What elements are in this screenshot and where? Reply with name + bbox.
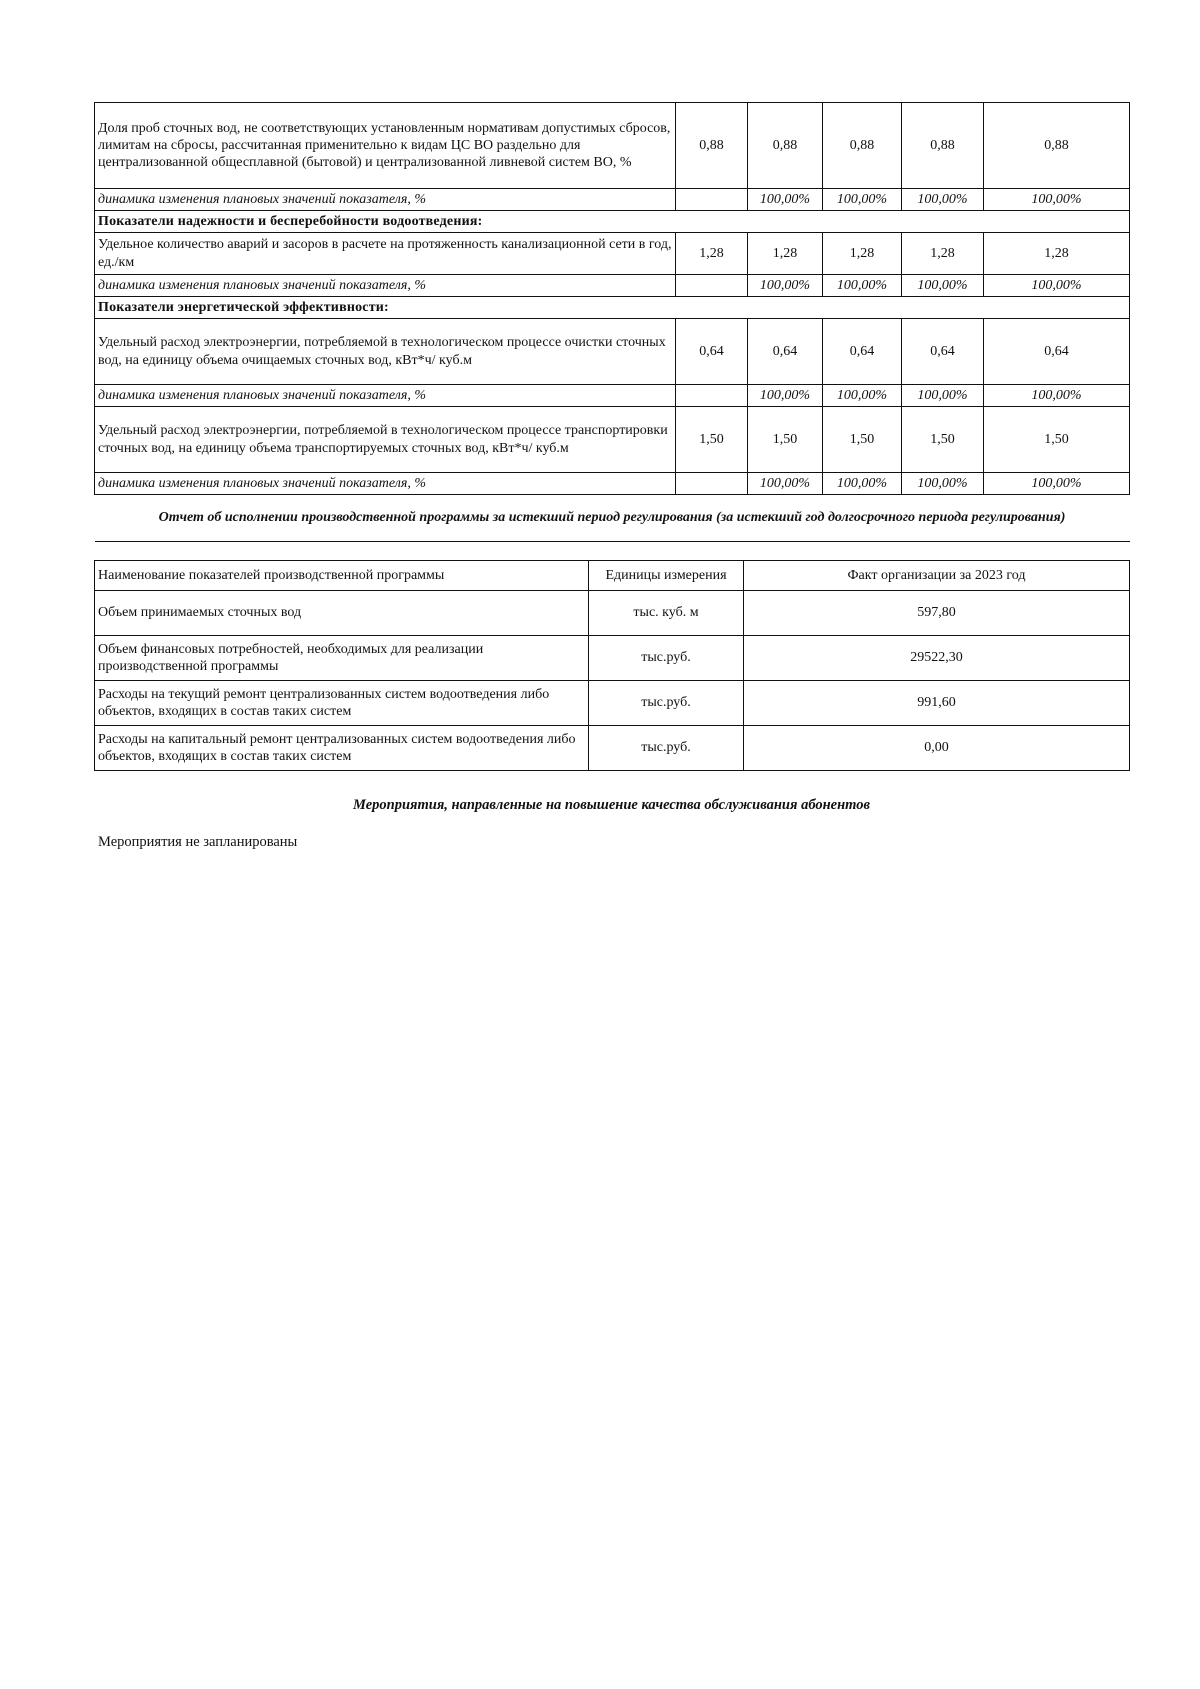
indicator-label: Удельный расход электроэнергии, потребляемой в технологическом процессе очистки сточных вод, на единицу объема очищаемых сточных вод, кВт*ч/ куб.м <box>95 319 676 385</box>
indicator-label: Удельный расход электроэнергии, потребляемой в технологическом процессе транспортировки сточных вод, на единицу объема транспортируемых сточных вод, кВт*ч/ куб.м <box>95 407 676 473</box>
report-row-value: 0,00 <box>744 726 1130 771</box>
table-row <box>95 103 1130 189</box>
report-header-row <box>95 561 1130 591</box>
indicators-table <box>94 102 1130 542</box>
dynamics-row <box>95 385 1130 407</box>
value-cell: 1,28 <box>748 233 823 275</box>
dynamics-row <box>95 275 1130 297</box>
dynamics-cell <box>676 189 748 211</box>
section-title-energy: Показатели энергетической эффективности: <box>95 297 1130 319</box>
value-cell: 1,28 <box>676 233 748 275</box>
dynamics-cell: 100,00% <box>902 473 984 495</box>
value-cell: 1,50 <box>823 407 902 473</box>
dynamics-cell: 100,00% <box>902 275 984 297</box>
dynamics-cell: 100,00% <box>823 473 902 495</box>
report-row-value: 597,80 <box>744 591 1130 636</box>
table-row <box>95 681 1130 726</box>
report-row-unit: тыс.руб. <box>589 681 744 726</box>
dynamics-row <box>95 189 1130 211</box>
value-cell: 0,88 <box>823 103 902 189</box>
indicator-label: Удельное количество аварий и засоров в расчете на протяженность канализационной сети в год, ед./км <box>95 233 676 275</box>
table-row <box>95 407 1130 473</box>
value-cell: 0,64 <box>676 319 748 385</box>
value-cell: 1,28 <box>823 233 902 275</box>
dynamics-cell: 100,00% <box>823 275 902 297</box>
value-cell: 1,50 <box>748 407 823 473</box>
value-cell: 1,50 <box>676 407 748 473</box>
value-cell: 1,50 <box>984 407 1130 473</box>
value-cell: 0,64 <box>902 319 984 385</box>
dynamics-label: динамика изменения плановых значений показателя, % <box>95 275 676 297</box>
dynamics-label: динамика изменения плановых значений показателя, % <box>95 189 676 211</box>
report-row-name: Расходы на капитальный ремонт централизованных систем водоотведения либо объектов, входящих в состав таких систем <box>95 726 589 771</box>
value-cell: 1,50 <box>902 407 984 473</box>
dynamics-cell: 100,00% <box>984 473 1130 495</box>
section-header <box>95 297 1130 319</box>
dynamics-cell: 100,00% <box>902 385 984 407</box>
value-cell: 0,88 <box>676 103 748 189</box>
dynamics-cell: 100,00% <box>748 385 823 407</box>
value-cell: 0,88 <box>984 103 1130 189</box>
dynamics-cell <box>676 385 748 407</box>
dynamics-cell: 100,00% <box>823 189 902 211</box>
value-cell: 1,28 <box>984 233 1130 275</box>
dynamics-cell: 100,00% <box>748 275 823 297</box>
table-row <box>95 319 1130 385</box>
header-fact-2023: Факт организации за 2023 год <box>744 561 1130 591</box>
dynamics-cell: 100,00% <box>902 189 984 211</box>
dynamics-cell: 100,00% <box>984 189 1130 211</box>
report-row-name: Объем финансовых потребностей, необходимых для реализации производственной программы <box>95 636 589 681</box>
value-cell: 0,64 <box>748 319 823 385</box>
value-cell: 0,88 <box>902 103 984 189</box>
report-row-unit: тыс.руб. <box>589 726 744 771</box>
report-row-unit: тыс. куб. м <box>589 591 744 636</box>
dynamics-cell: 100,00% <box>748 189 823 211</box>
value-cell: 0,64 <box>823 319 902 385</box>
report-row-name: Объем принимаемых сточных вод <box>95 591 589 636</box>
report-title-row <box>95 495 1130 542</box>
value-cell: 0,64 <box>984 319 1130 385</box>
report-row-value: 991,60 <box>744 681 1130 726</box>
dynamics-cell: 100,00% <box>748 473 823 495</box>
report-title: Отчет об исполнении производственной программы за истекший период регулирования (за истекший год долгосрочного периода регулирования) <box>95 495 1130 542</box>
header-unit: Единицы измерения <box>589 561 744 591</box>
indicator-label: Доля проб сточных вод, не соответствующих установленным нормативам допустимых сбросов, лимитам на сбросы, рассчитанная применительно к видам ЦС ВО раздельно для централизованной общесплавной (бытовой) и централизованной ливневой систем ВО, % <box>95 103 676 189</box>
dynamics-cell: 100,00% <box>984 385 1130 407</box>
table-row <box>95 591 1130 636</box>
table-row <box>95 233 1130 275</box>
dynamics-row <box>95 473 1130 495</box>
value-cell: 1,28 <box>902 233 984 275</box>
report-row-value: 29522,30 <box>744 636 1130 681</box>
dynamics-cell <box>676 275 748 297</box>
measures-text: Мероприятия не запланированы <box>98 834 298 850</box>
report-table <box>94 560 1130 771</box>
section-title-reliability: Показатели надежности и бесперебойности водоотведения: <box>95 211 1130 233</box>
table-row <box>95 636 1130 681</box>
report-row-name: Расходы на текущий ремонт централизованных систем водоотведения либо объектов, входящих в состав таких систем <box>95 681 589 726</box>
value-cell: 0,88 <box>748 103 823 189</box>
header-indicator-name: Наименование показателей производственной программы <box>95 561 589 591</box>
report-row-unit: тыс.руб. <box>589 636 744 681</box>
measures-title: Мероприятия, направленные на повышение качества обслуживания абонентов <box>353 797 870 813</box>
table-row <box>95 726 1130 771</box>
dynamics-label: динамика изменения плановых значений показателя, % <box>95 473 676 495</box>
dynamics-label: динамика изменения плановых значений показателя, % <box>95 385 676 407</box>
dynamics-cell: 100,00% <box>823 385 902 407</box>
section-header <box>95 211 1130 233</box>
dynamics-cell <box>676 473 748 495</box>
dynamics-cell: 100,00% <box>984 275 1130 297</box>
